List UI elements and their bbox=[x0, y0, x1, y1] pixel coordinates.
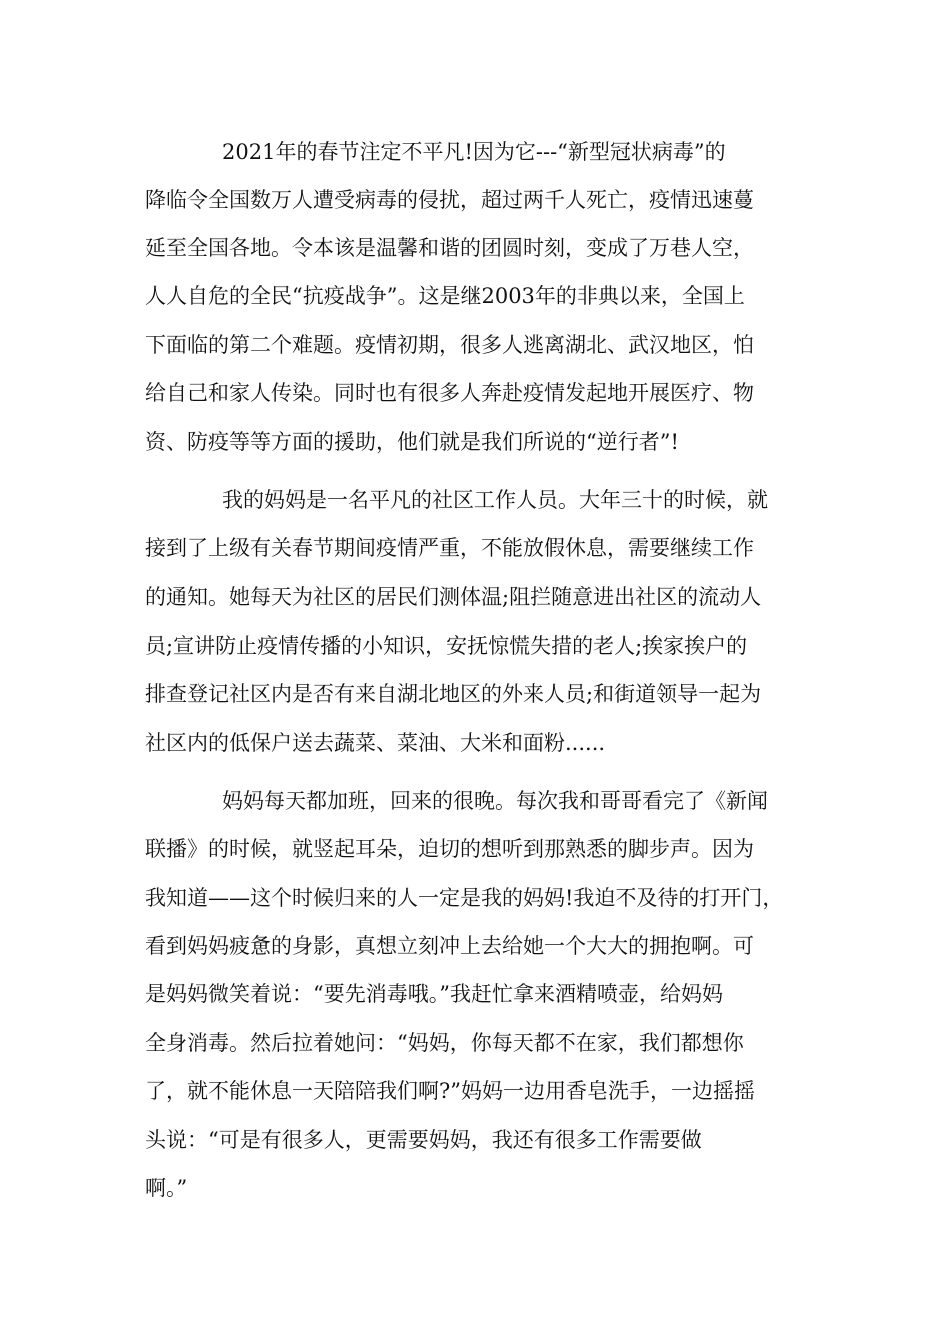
paragraph-3-line-6: 全身消毒。然后拉着她问：“妈妈，你每天都不在家，我们都想你 bbox=[145, 1031, 744, 1055]
paragraph-3-line-2: 联播》的时候，就竖起耳朵，迫切的想听到那熟悉的脚步声。因为 bbox=[145, 837, 754, 861]
paragraph-2-line-2: 接到了上级有关春节期间疫情严重，不能放假休息，需要继续工作 bbox=[145, 536, 754, 560]
paragraph-1-line-6: 给自己和家人传染。同时也有很多人奔赴疫情发起地开展医疗、物 bbox=[145, 381, 754, 405]
paragraph-3-line-8: 头说：“可是有很多人，更需要妈妈，我还有很多工作需要做 bbox=[145, 1128, 702, 1152]
paragraph-2-line-3: 的通知。她每天为社区的居民们测体温;阻拦随意进出社区的流动人 bbox=[145, 585, 762, 609]
paragraph-2-line-6: 社区内的低保户送去蔬菜、菜油、大米和面粉...... bbox=[145, 731, 606, 755]
paragraph-3-line-3: 我知道——这个时候归来的人一定是我的妈妈!我迫不及待的打开门， bbox=[145, 886, 784, 910]
paragraph-3-line-9: 啊。” bbox=[145, 1176, 188, 1200]
paragraph-3-line-5: 是妈妈微笑着说：“要先消毒哦。”我赶忙拿来酒精喷壶，给妈妈 bbox=[145, 982, 723, 1006]
paragraph-3-line-4: 看到妈妈疲惫的身影，真想立刻冲上去给她一个大大的拥抱啊。可 bbox=[145, 934, 754, 958]
paragraph-3-line-7: 了，就不能休息一天陪陪我们啊?”妈妈一边用香皂洗手，一边摇摇 bbox=[145, 1079, 755, 1103]
paragraph-2-line-5: 排查登记社区内是否有来自湖北地区的外来人员;和街道领导一起为 bbox=[145, 682, 762, 706]
paragraph-1-line-5: 下面临的第二个难题。疫情初期，很多人逃离湖北、武汉地区，怕 bbox=[145, 333, 754, 357]
paragraph-1-line-2: 降临令全国数万人遭受病毒的侵扰，超过两千人死亡，疫情迅速蔓 bbox=[145, 188, 754, 212]
paragraph-2-line-1: 我的妈妈是一名平凡的社区工作人员。大年三十的时候，就 bbox=[222, 488, 768, 512]
paragraph-1-line-7: 资、防疫等等方面的援助，他们就是我们所说的“逆行者”! bbox=[145, 430, 679, 454]
paragraph-1-line-4: 人人自危的全民“抗疫战争”。这是继2003年的非典以来，全国上 bbox=[145, 284, 745, 308]
paragraph-1-line-3: 延至全国各地。令本该是温馨和谐的团圆时刻，变成了万巷人空， bbox=[145, 236, 754, 260]
paragraph-1-line-1: 2021年的春节注定不平凡!因为它---“新型冠状病毒”的 bbox=[222, 140, 726, 164]
paragraph-2-line-4: 员;宣讲防止疫情传播的小知识，安抚惊慌失措的老人;挨家挨户的 bbox=[145, 634, 748, 658]
paragraph-3-line-1: 妈妈每天都加班，回来的很晚。每次我和哥哥看完了《新闻 bbox=[222, 789, 768, 813]
